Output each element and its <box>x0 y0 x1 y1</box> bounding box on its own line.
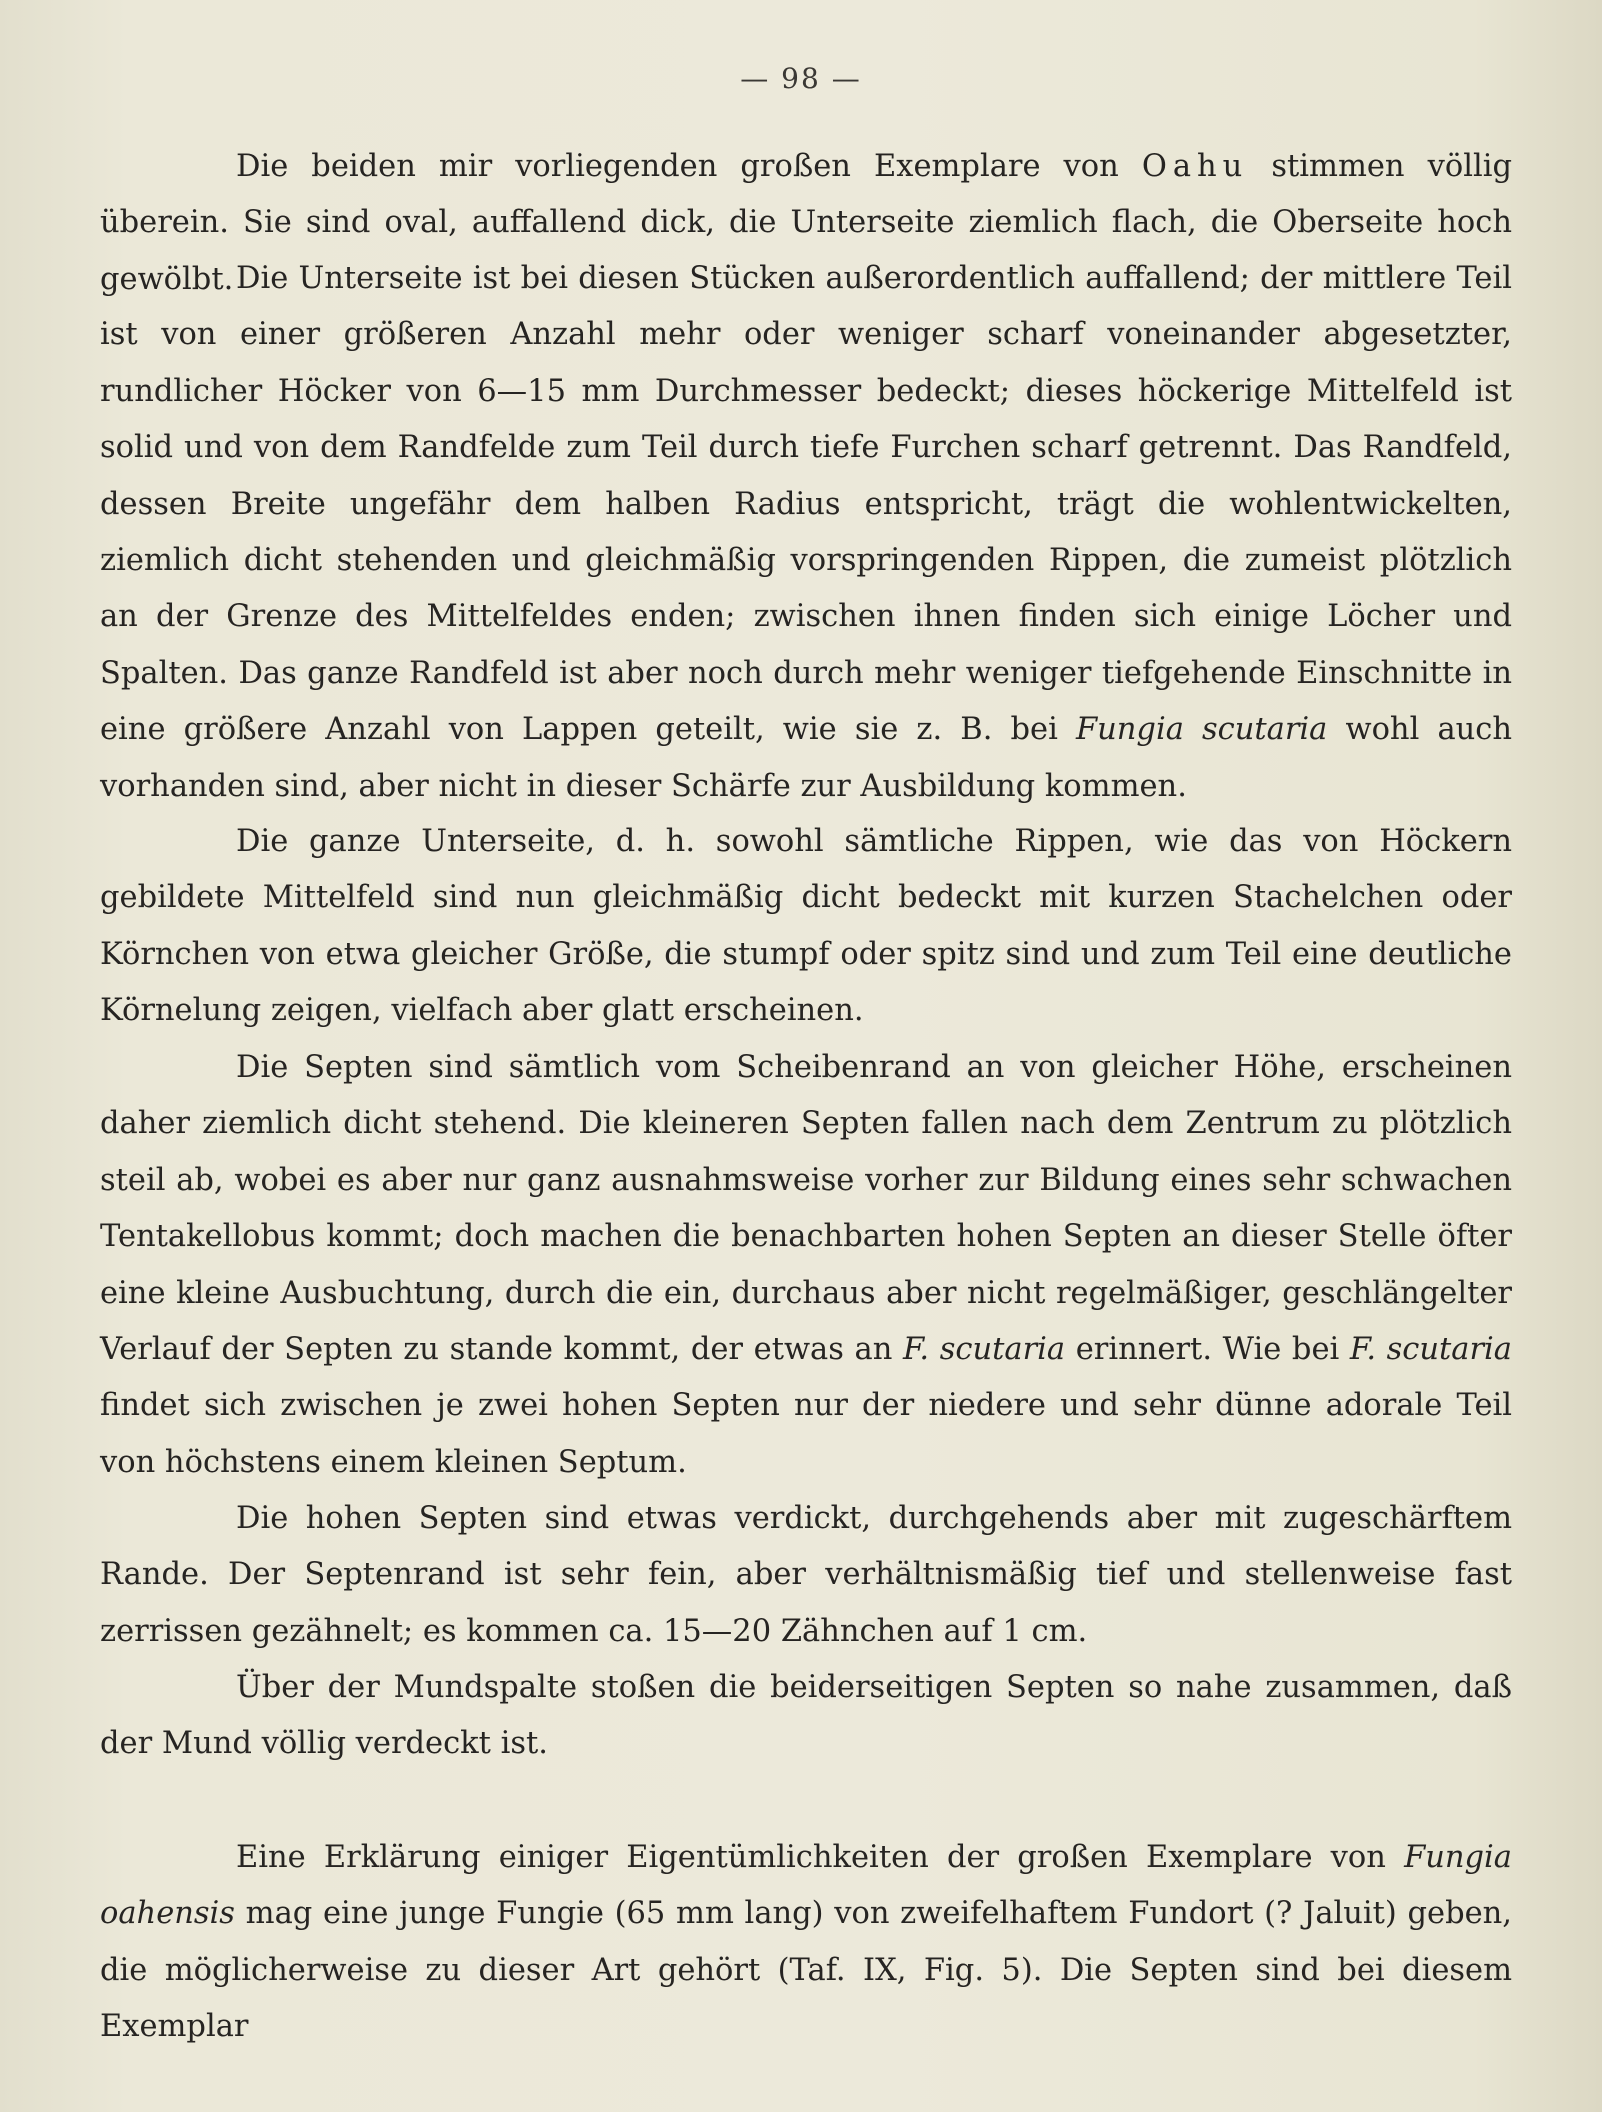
text-run: Die Unterseite ist bei diesen Stücken außerordentlich auffallend; der mittlere Teil ist von einer größeren Anzahl mehr oder weniger scharf voneinander abgesetzter, rundlicher Höcker von 6—15 mm Durchmesser bedeckt; dieses höckerige Mittelfeld ist solid und von dem Randfelde zum Teil durch tiefe Furchen scharf getrennt. Das Randfeld, dessen Breite ungefähr dem halben Radius entspricht, trägt die wohlentwickelten, ziemlich dicht stehenden und gleichmäßig vorspringenden Rippen, die zumeist plötzlich an der Grenze des Mittelfeldes enden; zwischen ihnen finden sich einige Löcher und Spalten. Das ganze Randfeld ist aber noch durch mehr weniger tiefgehende Einschnitte in eine größere Anzahl von Lappen geteilt, wie sie z. B. bei <box>100 261 1512 748</box>
text-run: Oahu <box>1141 149 1249 184</box>
text-run: Die Septen sind sämtlich vom Scheibenrand an von gleicher Höhe, erscheinen daher ziemlich dicht stehend. Die kleineren Septen fallen nach dem Zentrum zu plötzlich steil ab, wobei es aber nur ganz ausnahmsweise vorher zur Bildung eines sehr schwachen Tentakellobus kommt; doch machen die benachbarten hohen Septen an dieser Stelle öfter eine kleine Ausbuchtung, durch die ein, durchaus aber nicht regelmäßiger, geschlängelter Verlauf der Septen zu stande kommt, der etwas an <box>100 1050 1512 1368</box>
paragraph-septen <box>100 1040 1512 1491</box>
paragraph-hohe-septen <box>100 1491 1512 1660</box>
text-run: mag eine junge Fungie (65 mm lang) von zweifelhaftem Fundort (? Jaluit) geben, die möglicherweise zu dieser Art gehört (Taf. IX, Fig. 5). Die Septen sind bei diesem Exemplar <box>100 1896 1512 2045</box>
text-run: F. scutaria <box>1349 1332 1512 1368</box>
text-run: findet sich zwischen je zwei hohen Septen nur der niedere und sehr dünne adorale Teil von höchstens einem kleinen Septum. <box>100 1388 1512 1480</box>
text-run: Über der Mundspalte stoßen die beiderseitigen Septen so nahe zusammen, daß der Mund völlig verdeckt ist. <box>100 1670 1512 1762</box>
text-run: stimmen völlig überein. Sie sind oval, auffallend dick, die Unterseite ziemlich flach, die Oberseite hoch gewölbt. <box>100 149 1512 297</box>
text-run: wohl auch vorhanden sind, aber nicht in dieser Schärfe zur Ausbildung kommen. <box>100 712 1512 804</box>
paragraph-mundspalte <box>100 1660 1512 1773</box>
paragraph-junge-fungie <box>100 1830 1512 2056</box>
paragraph-stachelchen <box>100 814 1512 1040</box>
page-number: — 98 — <box>740 62 862 95</box>
text-run: Fungia oahensis <box>100 1840 1512 1932</box>
text-run: F. scutaria <box>903 1332 1066 1368</box>
text-run: Fungia scutaria <box>1075 712 1328 748</box>
text-run: Die beiden mir vorliegenden großen Exemplare von <box>236 149 1142 184</box>
paragraph-unterseite <box>100 251 1512 815</box>
text-run: Eine Erklärung einiger Eigentümlichkeiten der großen Exemplare von <box>236 1840 1405 1875</box>
text-run: Die hohen Septen sind etwas verdickt, durchgehends aber mit zugeschärftem Rande. Der Septenrand ist sehr fein, aber verhältnismäßig tief und stellenweise fast zerrissen gezähnelt; es kommen ca. 15—20 Zähnchen auf 1 cm. <box>100 1501 1512 1649</box>
text-run: erinnert. Wie bei <box>1065 1332 1350 1368</box>
text-run: Die ganze Unterseite, d. h. sowohl sämtliche Rippen, wie das von Höckern gebildete Mittelfeld sind nun gleichmäßig dicht bedeckt mit kurzen Stachelchen oder Körnchen von etwa gleicher Größe, die stumpf oder spitz sind und zum Teil eine deutliche Körnelung zeigen, vielfach aber glatt erscheinen. <box>100 824 1512 1029</box>
